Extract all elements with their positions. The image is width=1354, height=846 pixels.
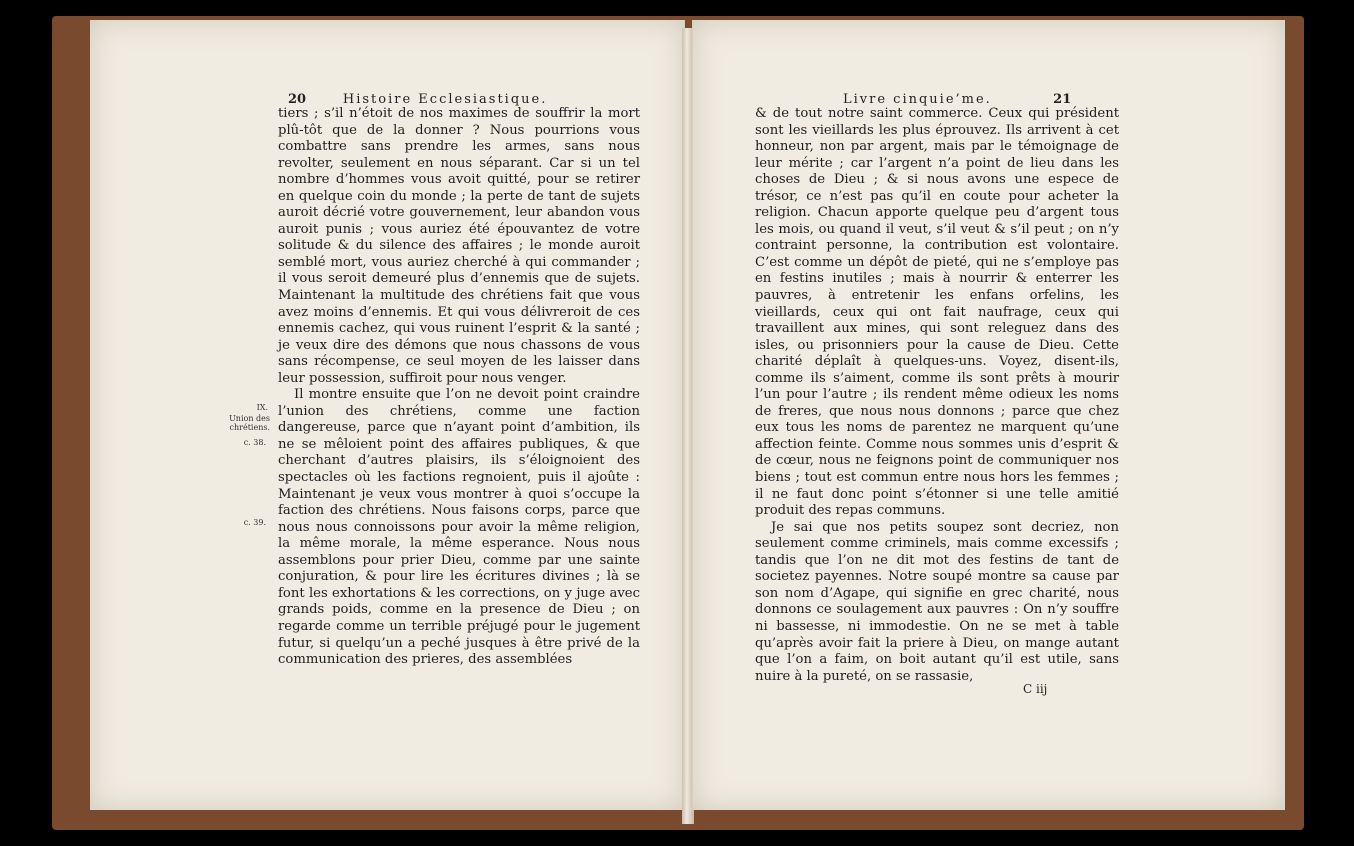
margin-reference-1: c. 38. bbox=[243, 438, 266, 447]
right-page-number: 21 bbox=[1053, 92, 1072, 107]
margin-topic-note: Union des chrétiens. bbox=[229, 414, 270, 432]
left-paragraph-1: tiers ; s’il n’étoit de nos maximes de souffrir la mort plû-tôt que de la donner ? Nous pourrions vous combattre sans prendre les armes, sans nous revolter, seulement en nous séparant. Car si un tel nombre d’hommes vous avoit quitté, pour se retirer en quelque coin du monde ; la perte de tant de sujets auroit décrié votre gouvernement, leur abandon vous auroit punis ; vous auriez été épouvantez de votre solitude & du silence des affaires ; le monde auroit semblé mort, vous auriez cherché à qui commander ; il vous seroit demeuré plus d’ennemis que de sujets. Maintenant la multitude des chrétiens fait que vous avez moins d’ennemis. Et qui vous délivreroit de ces ennemis cachez, qui vous ruinent l’esprit & la santé ; je veux dire des démons que nous chassons de vous sans récompense, ce seul moyen de les laisser dans leur possession, suffiroit pour nous venger. bbox=[278, 106, 640, 386]
right-page bbox=[692, 20, 1285, 810]
signature-mark: C iij bbox=[1023, 682, 1048, 696]
left-page-body bbox=[278, 106, 640, 669]
margin-section-number: IX. bbox=[256, 403, 268, 412]
left-paragraph-2: Il montre ensuite que l’on ne devoit point craindre l’union des chrétiens, comme une faction dangereuse, parce que n’ayant point d’ambition, ils ne se mêloient point des affaires publiques, & que cherchant d’autres plaisirs, ils s’éloignoient des spectacles où les factions regnoient, puis il ajoûte : Maintenant je veux vous montrer à quoi s’occupe la faction des chrétiens. Nous faisons corps, parce que nous nous connoissons pour avoir la même religion, la même morale, la même esperance. Nous nous assemblons pour prier Dieu, comme par une sainte conjuration, & pour lire les écritures divines ; là se font les exhortations & les corrections, on y juge avec grands poids, comme en la presence de Dieu ; on regarde comme un terrible préjugé pour le jugement futur, si quelqu’un a peché jusques à être privé de la communication des prieres, des assemblées bbox=[278, 387, 640, 668]
left-running-head bbox=[288, 92, 547, 107]
left-page-number: 20 bbox=[288, 92, 307, 107]
right-running-title: Livre cinquie’me. bbox=[843, 92, 992, 107]
margin-reference-2: c. 39. bbox=[243, 518, 266, 527]
left-running-title: Histoire Ecclesiastique. bbox=[342, 92, 548, 107]
right-paragraph-2: Je sai que nos petits soupez sont decriez, non seulement comme criminels, mais comme excessifs ; tandis que l’on ne dit mot des festins de tant de societez payennes. Notre soupé montre sa cause par son nom d’Agape, qui signifie en grec charité, nous donnons ce soulagement aux pauvres : On n’y souffre ni bassesse, ni immodestie. On ne se met à table qu’après avoir fait la priere à Dieu, on mange autant que l’on a faim, on boit autant qu’il est utile, sans nuire à la pureté, on se rassasie, bbox=[755, 519, 1119, 684]
right-running-head bbox=[843, 92, 1071, 107]
right-paragraph-1: & de tout notre saint commerce. Ceux qui président sont les vieillards les plus éprouvez. Ils arrivent à cet honneur, non par argent, mais par le témoignage de leur mérite ; car l’argent n’a point de lieu dans les choses de Dieu ; & si nous avons une espece de trésor, ce n’est pas qu’il en coute pour acheter la religion. Chacun apporte quelque peu d’argent tous les mois, ou quand il veut, s’il veut & s’il peut ; on n’y contraint personne, la contribution est volontaire. C’est comme un dépôt de pieté, qui ne s’employe pas en festins inutiles ; mais à nourrir & enterrer les pauvres, à entretenir les enfans orfelins, les vieillards, ceux qui ont fait naufrage, ceux qui travaillent aux mines, qui sont releguez dans des isles, ou prisonniers pour la cause de Dieu. Cette charité déplaît à quelques-uns. Voyez, disent-ils, comme ils s’aiment, comme ils sont prêts à mourir l’un pour l’autre ; ils rendent même odieux les noms de freres, que nous nous donnons ; parce que chez eux tous les noms de parentez ne marquent qu’une affection feinte. Comme nous sommes unis d’esprit & de cœur, nous ne feignons point de communiquer nos biens ; tout est commun entre nous hors les femmes ; il ne faut donc point s’étonner si une telle amitié produit des repas communs. bbox=[755, 106, 1119, 519]
right-page-body bbox=[755, 106, 1119, 685]
left-page bbox=[90, 20, 685, 810]
